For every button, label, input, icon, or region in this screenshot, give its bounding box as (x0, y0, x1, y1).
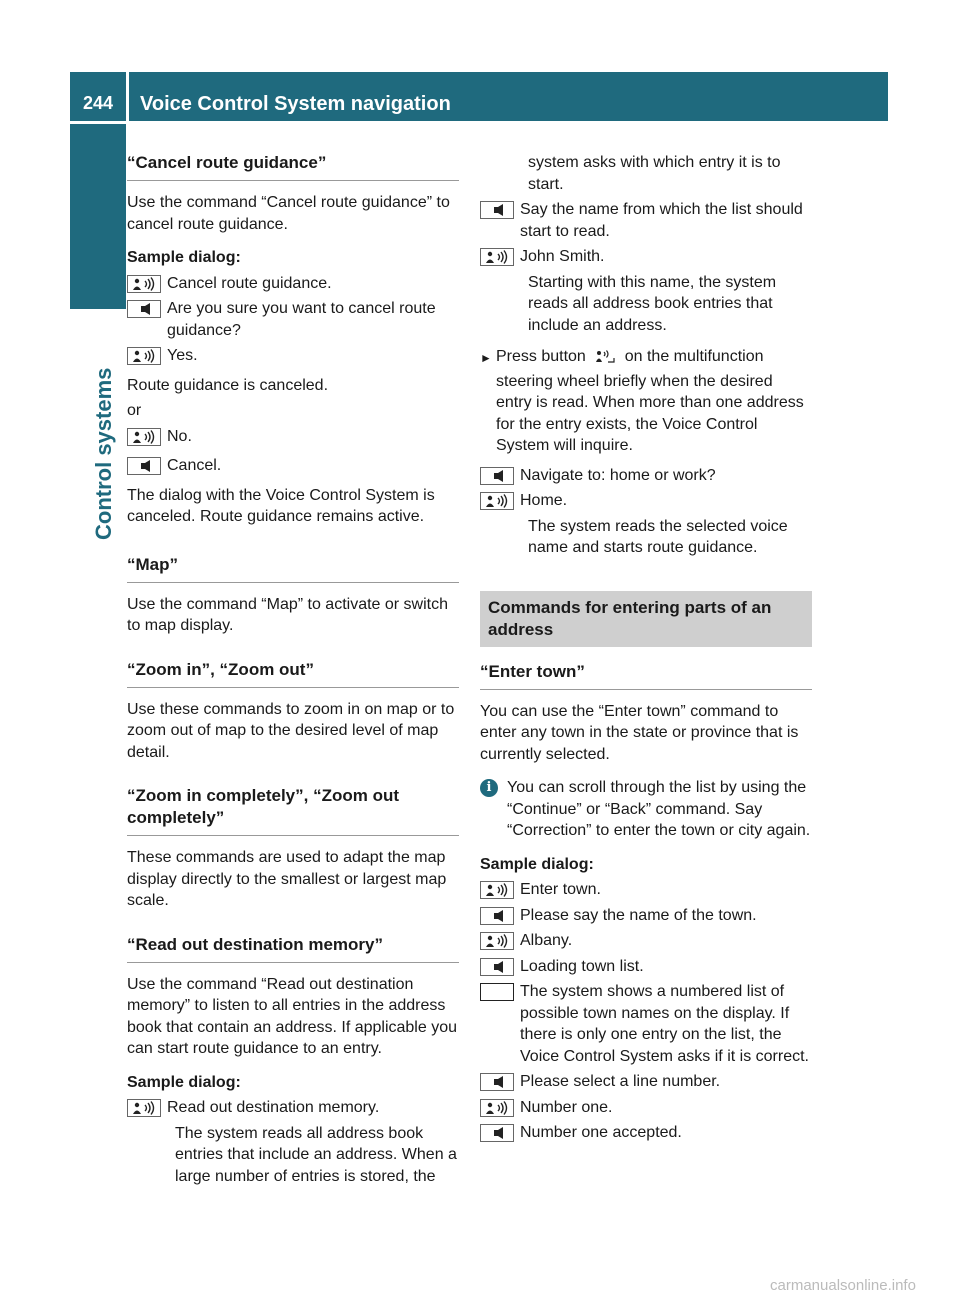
sample-dialog-label: Sample dialog: (127, 1073, 241, 1091)
dialog-text: Say the name from which the list should start to read. (520, 201, 803, 240)
speaker-icon (480, 881, 514, 899)
dialog-display (480, 981, 812, 1067)
speaker-icon (127, 347, 161, 365)
system-speaker-icon (127, 300, 161, 318)
dialog-text: Please say the name of the town. (520, 906, 757, 924)
dialog-system (480, 956, 812, 978)
paragraph: Route guidance is canceled. (127, 376, 329, 394)
speaker-icon (127, 428, 161, 446)
display-icon (480, 983, 514, 1001)
dialog-system (480, 199, 812, 242)
dialog-text: No. (167, 427, 192, 445)
dialog-subtext: Starting with this name, the system reads all address book entries that include an address. (528, 273, 777, 334)
info-text: You can scroll through the list by using the “Continue” or “Back” command. Say “Correction” to enter the town or city again. (507, 779, 811, 839)
page-title: Voice Control System navigation (140, 93, 451, 115)
dialog-user (127, 426, 459, 448)
instruction-text: Press button (496, 348, 586, 365)
dialog-system (480, 905, 812, 927)
dialog-user (127, 1097, 459, 1119)
system-speaker-icon (127, 457, 161, 475)
paragraph: The dialog with the Voice Control System is canceled. Route guidance remains active. (127, 486, 435, 525)
sample-dialog-label: Sample dialog: (480, 855, 594, 873)
paragraph: Use the command “Map” to activate or switch to map display. (127, 595, 449, 634)
left-column (127, 152, 459, 1191)
dialog-user (480, 879, 812, 901)
side-label: Control systems (91, 367, 116, 540)
footer-watermark: carmanualsonline.info (770, 1277, 916, 1294)
dialog-text: Are you sure you want to cancel route guidance? (167, 300, 436, 339)
dialog-user (480, 1097, 812, 1119)
dialog-subtext: The system reads all address book entries that include an address. When a large number of entries is stored, the (175, 1124, 457, 1185)
info-note (480, 777, 812, 842)
paragraph: or (127, 402, 142, 419)
dialog-text: Read out destination memory. (167, 1099, 380, 1116)
speaker-icon (480, 932, 514, 950)
section-heading-zoom: “Zoom in”, “Zoom out” (127, 659, 459, 688)
section-heading-enter-town: “Enter town” (480, 661, 812, 690)
system-speaker-icon (480, 1124, 514, 1142)
dialog-text: Cancel route guidance. (167, 274, 332, 292)
dialog-user (480, 490, 812, 512)
paragraph: Use the command “Read out destination memory” to listen to all entries in the address book that contain an address. If applicable you can start route guidance to an entry. (127, 975, 457, 1057)
page-number: 244 (82, 92, 114, 113)
dialog-text: Home. (520, 492, 568, 509)
dialog-text: Please select a line number. (520, 1073, 721, 1090)
arrow-icon: ► (480, 351, 492, 365)
dialog-user (127, 273, 459, 295)
dialog-system (127, 298, 459, 341)
section-heading-map: “Map” (127, 554, 459, 583)
system-speaker-icon (480, 201, 514, 219)
paragraph: These commands are used to adapt the map display directly to the smallest or largest map scale. (127, 849, 447, 909)
dialog-text: Albany. (520, 932, 573, 949)
side-tab (70, 124, 126, 309)
dialog-text: Loading town list. (520, 957, 644, 975)
section-heading-zoom-completely: “Zoom in completely”, “Zoom out completely” (127, 785, 459, 836)
dialog-text: Enter town. (520, 881, 601, 898)
speaker-icon (480, 492, 514, 510)
instruction-step (480, 346, 812, 457)
dialog-text: Number one. (520, 1098, 613, 1116)
speaker-icon (127, 1099, 161, 1117)
dialog-text: Navigate to: home or work? (520, 466, 716, 484)
dialog-text: Yes. (167, 347, 198, 364)
dialog-text: John Smith. (520, 248, 605, 265)
system-speaker-icon (480, 1073, 514, 1091)
speaker-icon (480, 1099, 514, 1117)
speaker-icon (480, 248, 514, 266)
dialog-system (480, 1122, 812, 1144)
right-column (480, 152, 812, 1148)
paragraph: You can use the “Enter town” command to enter any town in the state or province that is currently selected. (480, 702, 799, 763)
dialog-user (480, 246, 812, 268)
dialog-user (480, 930, 812, 952)
info-icon: i (480, 779, 498, 797)
section-heading-address: Commands for entering parts of an address (480, 591, 812, 647)
sample-dialog-label: Sample dialog: (127, 249, 241, 266)
instruction-text: on the multifunction steering wheel briefly when the desired entry is read. When more than one address for the entry exists, the Voice Control System will inquire. (496, 348, 804, 454)
dialog-user (127, 345, 459, 367)
system-speaker-icon (480, 907, 514, 925)
paragraph: Use the command “Cancel route guidance” to cancel route guidance. (127, 194, 450, 233)
paragraph: Use these commands to zoom in on map or to zoom out of map to the desired level of map detail. (127, 700, 455, 761)
system-speaker-icon (480, 467, 514, 485)
dialog-subtext: The system reads the selected voice name and starts route guidance. (528, 517, 788, 556)
system-speaker-icon (480, 958, 514, 976)
section-heading-cancel: “Cancel route guidance” (127, 152, 459, 181)
dialog-subtext: system asks with which entry it is to start. (528, 154, 781, 193)
speaker-icon (127, 275, 161, 293)
dialog-system (480, 1071, 812, 1093)
dialog-text: Cancel. (167, 457, 222, 474)
dialog-text: Number one accepted. (520, 1124, 682, 1141)
dialog-system (127, 455, 459, 477)
dialog-text: The system shows a numbered list of possible town names on the display. If there is only one entry on the list, the Voice Control System asks if it is correct. (520, 983, 809, 1065)
section-heading-read-out: “Read out destination memory” (127, 934, 459, 963)
talk-button-icon (594, 348, 616, 371)
dialog-system (480, 465, 812, 487)
header-divider (126, 72, 129, 121)
